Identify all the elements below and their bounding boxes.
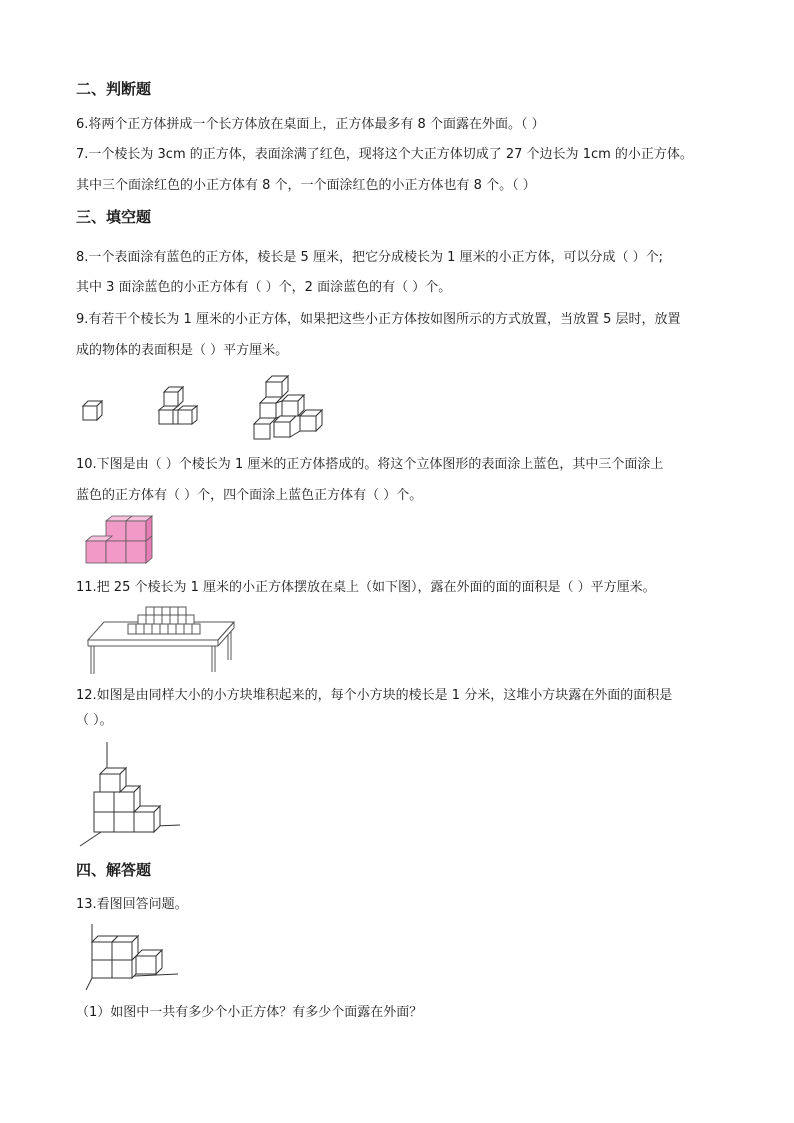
table-with-cubes [84, 604, 236, 676]
pink-cube-structure [82, 515, 158, 567]
question-12-line-1: 12.如图是由同样大小的小方块堆积起来的，每个小方块的棱长是 1 分米，这堆小方块露在外面的面积是 [76, 688, 673, 703]
cube-stack-figure-3 [252, 375, 324, 445]
question-10-line-2: 蓝色的正方体有（ ）个，四个面涂上蓝色正方体有（ ）个。 [76, 488, 423, 503]
question-8-line-2: 其中 3 面涂蓝色的小正方体有（ ）个，2 面涂蓝色的有（ ）个。 [76, 280, 452, 295]
corner-cube-stack-q12 [76, 740, 182, 848]
question-7-line-1: 7.一个棱长为 3cm 的正方体，表面涂满了红色，现将这个大正方体切成了 27 个边长为 1cm 的小正方体。 [76, 147, 693, 162]
corner-cube-stack-q13 [84, 922, 180, 992]
question-6: 6.将两个正方体拼成一个长方体放在桌面上，正方体最多有 8 个面露在外面。（ ） [76, 117, 545, 132]
question-8-line-1: 8.一个表面涂有蓝色的正方体，棱长是 5 厘米，把它分成棱长为 1 厘米的小正方体，可以分成（ ）个; [76, 250, 663, 265]
question-12-line-2: （ ）。 [76, 713, 113, 728]
question-13-part-1: （1）如图中一共有多少个小正方体？有多少个面露在外面？ [76, 1005, 423, 1020]
question-11: 11.把 25 个棱长为 1 厘米的小正方体摆放在桌上（如下图），露在外面的面的面积是（ ）平方厘米。 [76, 580, 656, 595]
question-10-line-1: 10.下图是由（ ）个棱长为 1 厘米的正方体搭成的。将这个立体图形的表面涂上蓝色，其中三个面涂上 [76, 457, 664, 472]
question-9-line-2: 成的物体的表面积是（ ）平方厘米。 [76, 343, 289, 358]
question-9-line-1: 9.有若干个棱长为 1 厘米的小正方体，如果把这些小正方体按如图所示的方式放置，当放置 5 层时，放置 [76, 312, 681, 327]
section-title-fill: 三、填空题 [76, 208, 152, 226]
question-7-line-2: 其中三个面涂红色的小正方体有 8 个，一个面涂红色的小正方体也有 8 个。（ ） [76, 178, 536, 193]
section-title-solve: 四、解答题 [76, 861, 152, 879]
cube-stack-figure-1 [82, 400, 104, 422]
question-13: 13.看图回答问题。 [76, 897, 188, 912]
section-title-judge: 二、判断题 [76, 80, 152, 98]
cube-stack-figure-2 [158, 386, 204, 432]
